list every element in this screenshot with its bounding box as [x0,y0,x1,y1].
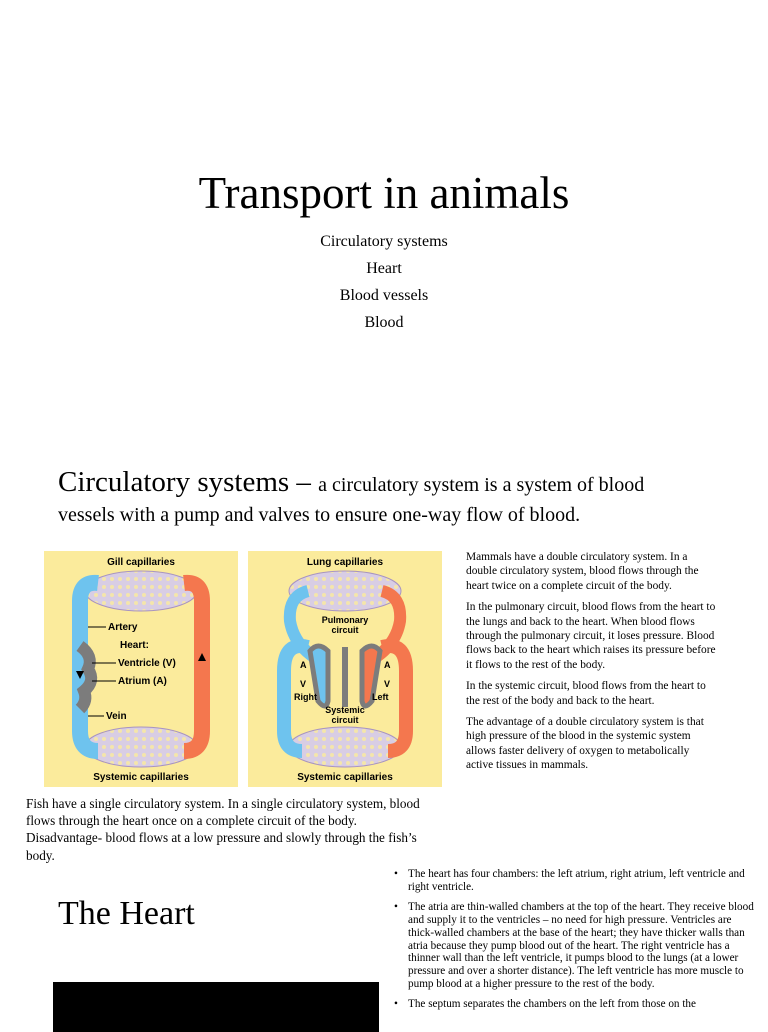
subtitle-item: Blood vessels [339,287,429,304]
subtitle-item: Circulatory systems [320,233,448,250]
pulmonary-circuit-label: Pulmonary [321,615,369,625]
systemic-capillary-bed [289,727,401,767]
subtitle-item: Heart [366,260,402,277]
paragraph: Mammals have a double circulatory system. In a double circulatory system, blood flows through the heart twice on a complete circuit of the body. [466,551,699,592]
mammal-circulation-diagram [248,551,442,787]
bullet: • [394,868,398,880]
heading-main: Circulatory systems [58,466,290,498]
subtitle-list [0,228,768,336]
fish-caption: Fish have a single circulatory system. In a single circulatory system, blood flows through the heart once on a complete circuit of the body. Disadvantage- blood flows at a low pressure and slowly through the fish’s body. [26,796,420,863]
bullet-text: The septum separates the chambers on the left from those on the [408,998,696,1011]
atrium-left-label: A [384,660,391,670]
list-item [394,998,754,1011]
artery-vessel [184,583,202,751]
list-item [394,868,754,894]
artery-label: Artery [108,622,138,633]
paragraph: The advantage of a double circulatory system is that high pressure of the blood in the systemic system allows faster delivery of oxygen to metabolically active tissues in mammals. [466,716,704,772]
fish-circulation-diagram [44,551,238,787]
systemic-capillaries-label: Systemic capillaries [297,772,393,783]
double-circulation-text [466,550,716,780]
ventricle-label: Ventricle (V) [118,658,176,669]
heart-section-title: The Heart [58,895,195,932]
systemic-capillaries-label: Systemic capillaries [93,772,189,783]
systemic-capillary-bed [85,727,197,767]
atrium-right-label: A [300,660,307,670]
heading-dash: – [289,466,319,498]
paragraph: In the systemic circuit, blood flows from the heart to the rest of the body and back to the heart. [466,680,706,707]
atrium-label: Atrium (A) [118,676,167,687]
gill-capillary-bed [85,571,197,611]
bullet: • [394,998,398,1011]
systemic-circuit-label: circuit [331,715,359,725]
bullet: • [394,900,398,913]
right-side-label: Right [294,692,317,702]
ventricle-right-label: V [300,679,307,689]
heart-bullet-list [394,868,754,1018]
black-image-placeholder [53,982,379,1032]
gill-capillaries-label: Gill capillaries [107,557,175,568]
slide-title: Transport in animals [198,168,570,218]
pulmonary-circuit-label: circuit [331,625,359,635]
list-item [394,901,754,991]
bullet-text: The atria are thin-walled chambers at the top of the heart. They receive blood and supply it to the ventricles – no need for high pressure. Ventricles are thick-walled chambers at the base of the heart; they have thicker walls than atria because they pump blood out of the heart. The right ventricle has a thinner wall than the left ventricle, it pumps blood to the lungs (at a lower pressure and over a shorter distance). The left ventricle has more muscle to pump blood at a higher pressure to the rest of the body. [408,900,754,991]
vein-label: Vein [106,711,127,722]
systemic-circuit-label: Systemic [325,705,365,715]
circulatory-heading [58,468,738,530]
left-side-label: Left [372,692,389,702]
lung-capillaries-label: Lung capillaries [306,557,384,568]
ventricle-left-label: V [384,679,391,689]
subtitle-item: Blood [364,314,404,331]
paragraph: In the pulmonary circuit, blood flows from the heart to the lungs and back to the heart. When blood flows through the pulmonary circuit, it loses pressure. Blood flows back to the heart which raises its pressure before it flows to the rest of the body. [466,601,716,671]
bullet-text: The heart has four chambers: the left atrium, right atrium, left ventricle and right ventricle. [408,868,745,893]
heart-label: Heart: [120,640,149,651]
heading-rest-line2: vessels with a pump and valves to ensure one-way flow of blood. [58,504,581,526]
heading-rest: a circulatory system is a system of blood [318,474,645,496]
